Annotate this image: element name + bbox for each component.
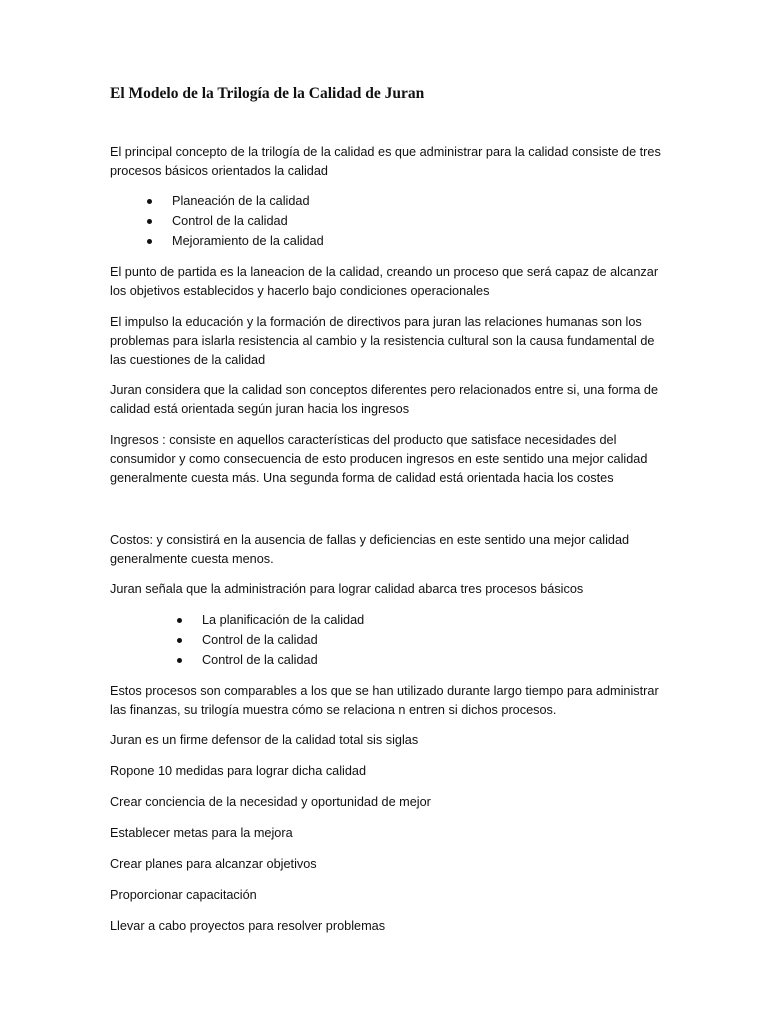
paragraph-finances: Estos procesos son comparables a los que se han utilizado durante largo tiempo para administrar las finanzas, su trilogía muestra cómo se relaciona n entren si dichos procesos. [110,684,659,718]
paragraph-plans: Crear planes para alcanzar objetivos [110,857,317,871]
paragraph-juran-quality: Juran considera que la calidad son conceptos diferentes pero relacionados entre si, una forma de calidad está orientada según juran hacia los ingresos [110,383,659,417]
paragraph-education: El impulso la educación y la formación de directivos para juran las relaciones humanas son los problemas para islarla resistencia al cambio y la resistencia cultural son la causa fundamental de las cuestiones de la calidad [110,315,655,368]
paragraph-ten-measures: Ropone 10 medidas para lograr dicha calidad [110,764,367,778]
paragraph-total-quality: Juran es un firme defensor de la calidad total sis siglas [110,733,419,747]
list-item: Control de la calidad [176,631,364,651]
paragraph-goals: Establecer metas para la mejora [110,826,293,840]
paragraph-awareness: Crear conciencia de la necesidad y oportunidad de mejor [110,795,431,809]
list-item: Control de la calidad [146,212,324,232]
list-item: Control de la calidad [176,651,364,671]
document-title: El Modelo de la Trilogía de la Calidad de Juran [110,85,425,102]
list-item: Planeación de la calidad [146,192,324,212]
paragraph-training: Proporcionar capacitación [110,888,257,902]
paragraph-administration: Juran señala que la administración para lograr calidad abarca tres procesos básicos [110,582,584,596]
paragraph-costos: Costos: y consistirá en la ausencia de fallas y deficiencias en este sentido una mejor calidad generalmente cuesta menos. [110,533,630,567]
trilogy-list [146,192,324,251]
paragraph-projects: Llevar a cabo proyectos para resolver problemas [110,919,386,933]
list-item: La planificación de la calidad [176,611,364,631]
list-item: Mejoramiento de la calidad [146,232,324,252]
paragraph-starting-point: El punto de partida es la laneacion de la calidad, creando un proceso que será capaz de alcanzar los objetivos establecidos y hacerlo bajo condiciones operacionales [110,265,659,299]
paragraph-ingresos: Ingresos : consiste en aquellos características del producto que satisface necesidades del consumidor y como consecuencia de esto producen ingresos en este sentido una mejor calidad generalmente cuesta más. Una segunda forma de calidad está orientada hacia los costes [110,433,648,486]
intro-paragraph: El principal concepto de la trilogía de la calidad es que administrar para la calidad consiste de tres procesos básicos orientados la calidad [110,145,661,179]
processes-list [176,611,364,670]
